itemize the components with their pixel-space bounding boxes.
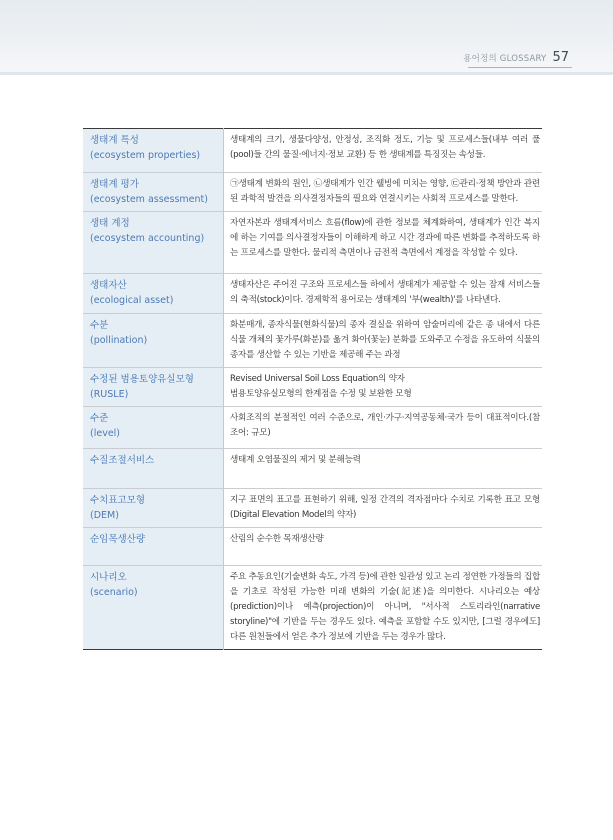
glossary-row xyxy=(83,489,542,528)
definition-text: 주요 추동요인(기술변화 속도, 가격 등)에 관한 일관성 있고 논리 정연한 가정들의 집합을 기초로 작성된 가능한 미래 변화의 기술(記述)을 의미한다. 시나리오는 예상(prediction)이나 예측(projection)이 아니며, "서사적 스토리라인(narrative storyline)"에 기반을 두는 경우도 있다. 예측을 포함할 수도 있지만, [그럴 경우에도] 다른 원천들에서 얻은 추가 정보에 기반을 두는 경우가 많다. xyxy=(230,572,540,642)
term-english: (ecosystem accounting) xyxy=(90,233,205,244)
definition-text: 사회조직의 분절적인 여러 수준으로, 개인·가구·지역공동체·국가 등이 대표적이다.(참조어: 규모) xyxy=(230,413,540,438)
page-number: 57 xyxy=(552,50,569,65)
term-cell xyxy=(83,489,224,528)
term-korean: 수정된 범용토양유실모형 xyxy=(90,374,194,385)
definition-text: 생태계의 크기, 생물다양성, 안정성, 조직화 정도, 기능 및 프로세스들(내부 여러 풀(pool)들 간의 물질·에너지·정보 교환) 등 한 생태계를 특징짓는 속성들. xyxy=(230,135,540,160)
term-english: (ecosystem assessment) xyxy=(90,194,208,205)
glossary-row xyxy=(83,528,542,566)
glossary-row xyxy=(83,368,542,407)
term-korean: 생태계 평가 xyxy=(90,179,139,190)
term-english: (scenario) xyxy=(90,587,138,598)
definition-text: Revised Universal Soil Loss Equation의 약자 범용토양유실모형의 한계점을 수정 및 보완한 모형 xyxy=(230,374,412,399)
glossary-row xyxy=(83,407,542,449)
definition-cell xyxy=(224,449,543,489)
term-korean: 생태 계정 xyxy=(90,218,130,229)
term-cell xyxy=(83,129,224,173)
definition-cell xyxy=(224,566,543,650)
definition-cell xyxy=(224,129,543,173)
running-head xyxy=(463,50,569,65)
term-cell xyxy=(83,212,224,274)
term-korean: 수준 xyxy=(90,413,109,424)
definition-text: 자연자본과 생태계서비스 흐름(flow)에 관한 정보를 체계화하여, 생태계가 인간 복지에 하는 기여를 의사결정자들이 이해하게 하고 시간 경과에 따른 변화를 추적하도록 하는 프로세스를 말한다. 물리적 측면이나 금전적 측면에서 계정을 작성할 수 있다. xyxy=(230,218,540,258)
term-cell xyxy=(83,314,224,368)
definition-text: 화분매개, 종자식물(현화식물)의 종자 결실을 위하여 암술머리에 같은 종 내에서 다른 식물 개체의 꽃가루(화분)를 옮겨 화아(꽃눈) 분화를 도와주고 수정을 유도하여 식물의 종자를 생산할 수 있는 기반을 제공해 주는 과정 xyxy=(230,320,540,360)
glossary-row xyxy=(83,314,542,368)
definition-text: ㉠생태계 변화의 원인, ㉡생태계가 인간 웰빙에 미치는 영향, ㉢관리·정책 방안과 관련된 과학적 발견을 의사결정자들의 필요와 연결시키는 사회적 프로세스를 말한다. xyxy=(230,179,540,204)
term-english: (ecosystem properties) xyxy=(90,150,201,161)
term-cell xyxy=(83,566,224,650)
glossary-row xyxy=(83,449,542,489)
term-english: (level) xyxy=(90,428,121,439)
definition-cell xyxy=(224,173,543,212)
header-stripe xyxy=(0,72,613,75)
definition-cell xyxy=(224,407,543,449)
term-english: (DEM) xyxy=(90,510,119,521)
term-english: (ecological asset) xyxy=(90,295,174,306)
term-english: (RUSLE) xyxy=(90,389,129,400)
term-cell xyxy=(83,449,224,489)
glossary-row xyxy=(83,566,542,650)
definition-cell xyxy=(224,314,543,368)
term-korean: 순임목생산량 xyxy=(90,534,146,545)
term-korean: 수분 xyxy=(90,320,109,331)
glossary-row xyxy=(83,173,542,212)
definition-text: 생태자산은 주어진 구조와 프로세스들 하에서 생태계가 제공할 수 있는 잠재 서비스들의 축적(stock)이다. 경제학적 용어로는 생태계의 '부(wealth)'를 나타낸다. xyxy=(230,280,540,305)
glossary-body xyxy=(83,129,542,650)
term-korean: 수치표고모형 xyxy=(90,495,146,506)
definition-cell xyxy=(224,368,543,407)
definition-cell xyxy=(224,489,543,528)
glossary-row xyxy=(83,274,542,314)
term-cell xyxy=(83,173,224,212)
term-korean: 시나리오 xyxy=(90,572,127,583)
header-rule xyxy=(468,67,572,68)
definition-cell xyxy=(224,528,543,566)
definition-cell xyxy=(224,274,543,314)
term-cell xyxy=(83,407,224,449)
definition-text: 산림의 순수한 목재생산량 xyxy=(230,534,324,544)
term-cell xyxy=(83,274,224,314)
term-korean: 생태계 특성 xyxy=(90,135,139,146)
definition-text: 생태계 오염물질의 제거 및 분해능력 xyxy=(230,455,361,465)
glossary-table xyxy=(83,128,542,650)
term-english: (pollination) xyxy=(90,335,148,346)
term-korean: 수질조절서비스 xyxy=(90,455,155,466)
term-cell xyxy=(83,368,224,407)
section-label: 용어정의 GLOSSARY xyxy=(463,54,547,64)
definition-text: 지구 표면의 표고를 표현하기 위해, 일정 간격의 격자점마다 수치로 기록한 표고 모형(Digital Elevation Model의 약자) xyxy=(230,495,540,520)
term-cell xyxy=(83,528,224,566)
glossary-row xyxy=(83,212,542,274)
glossary-row xyxy=(83,129,542,173)
definition-cell xyxy=(224,212,543,274)
term-korean: 생태자산 xyxy=(90,280,127,291)
